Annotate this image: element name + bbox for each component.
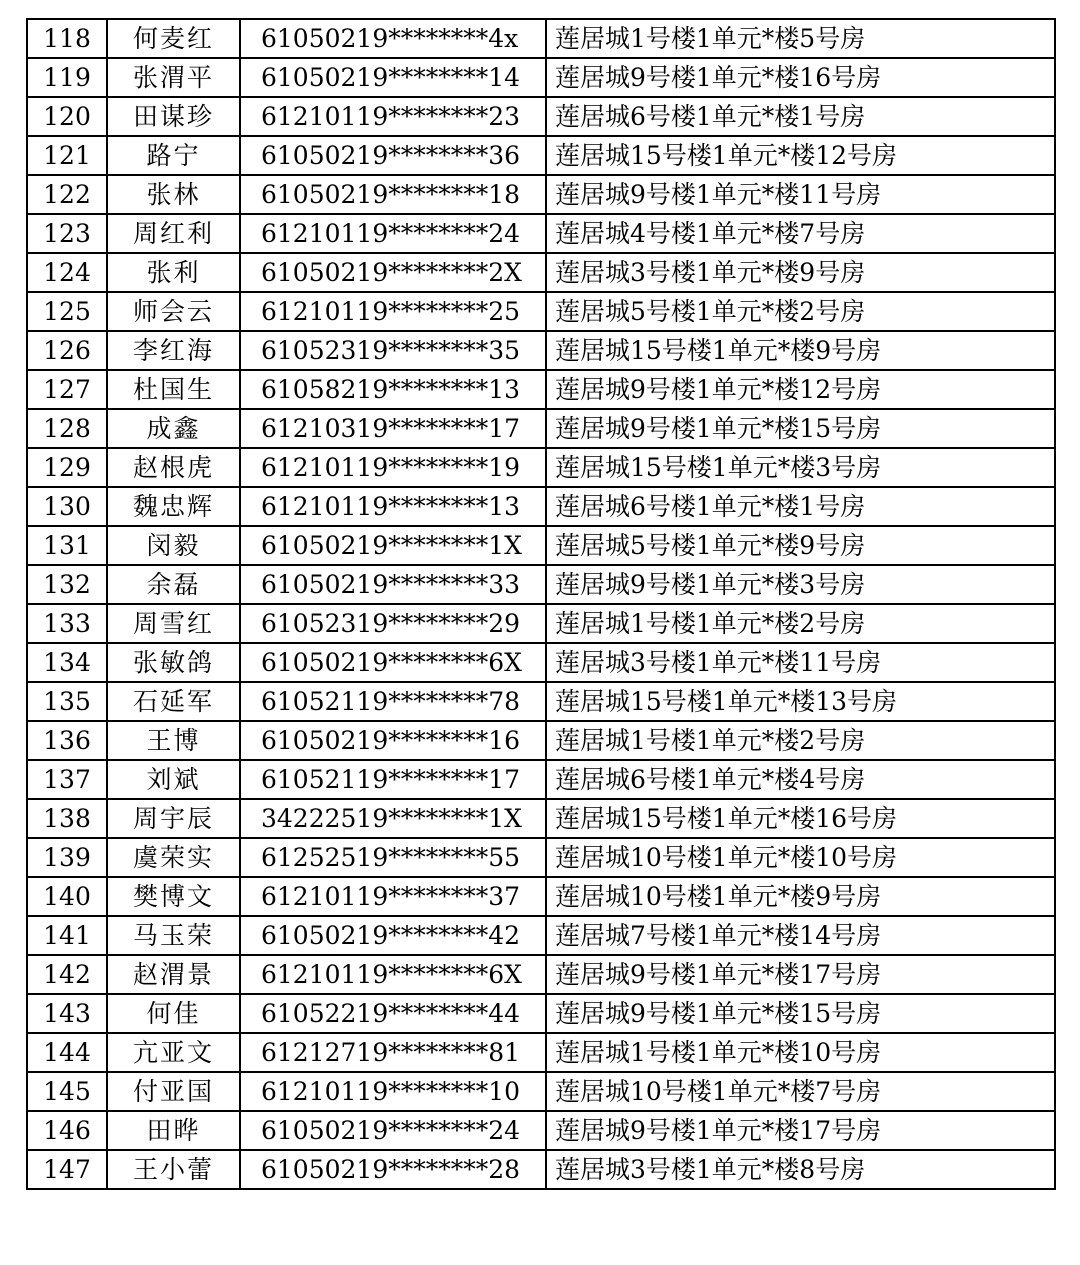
name-cell: 杜国生	[107, 370, 240, 409]
table-row	[27, 1072, 1055, 1111]
id-number-cell: 61050219********36	[240, 136, 546, 175]
id-number-cell: 61210119********10	[240, 1072, 546, 1111]
name-cell: 樊博文	[107, 877, 240, 916]
table-row	[27, 58, 1055, 97]
row-number-cell: 133	[27, 604, 107, 643]
id-number-cell: 34222519********1X	[240, 799, 546, 838]
id-number-cell: 61210119********25	[240, 292, 546, 331]
table-row	[27, 487, 1055, 526]
address-cell: 莲居城15号楼1单元*楼13号房	[546, 682, 1055, 721]
address-cell: 莲居城3号楼1单元*楼11号房	[546, 643, 1055, 682]
name-cell: 张利	[107, 253, 240, 292]
resident-table-body	[27, 19, 1055, 1189]
name-cell: 何佳	[107, 994, 240, 1033]
table-row	[27, 136, 1055, 175]
id-number-cell: 61050219********42	[240, 916, 546, 955]
address-cell: 莲居城9号楼1单元*楼17号房	[546, 955, 1055, 994]
table-row	[27, 1033, 1055, 1072]
name-cell: 田谋珍	[107, 97, 240, 136]
row-number-cell: 125	[27, 292, 107, 331]
address-cell: 莲居城9号楼1单元*楼3号房	[546, 565, 1055, 604]
id-number-cell: 61210119********13	[240, 487, 546, 526]
table-row	[27, 19, 1055, 58]
id-number-cell: 61252519********55	[240, 838, 546, 877]
row-number-cell: 138	[27, 799, 107, 838]
name-cell: 周宇辰	[107, 799, 240, 838]
table-row	[27, 331, 1055, 370]
id-number-cell: 61052119********17	[240, 760, 546, 799]
row-number-cell: 120	[27, 97, 107, 136]
id-number-cell: 61052319********35	[240, 331, 546, 370]
row-number-cell: 130	[27, 487, 107, 526]
name-cell: 王博	[107, 721, 240, 760]
address-cell: 莲居城6号楼1单元*楼1号房	[546, 487, 1055, 526]
table-row	[27, 292, 1055, 331]
address-cell: 莲居城4号楼1单元*楼7号房	[546, 214, 1055, 253]
table-row	[27, 1111, 1055, 1150]
address-cell: 莲居城9号楼1单元*楼12号房	[546, 370, 1055, 409]
id-number-cell: 61050219********24	[240, 1111, 546, 1150]
name-cell: 周雪红	[107, 604, 240, 643]
row-number-cell: 127	[27, 370, 107, 409]
row-number-cell: 142	[27, 955, 107, 994]
row-number-cell: 140	[27, 877, 107, 916]
table-row	[27, 760, 1055, 799]
row-number-cell: 128	[27, 409, 107, 448]
row-number-cell: 118	[27, 19, 107, 58]
row-number-cell: 145	[27, 1072, 107, 1111]
row-number-cell: 134	[27, 643, 107, 682]
id-number-cell: 61050219********28	[240, 1150, 546, 1189]
table-row	[27, 214, 1055, 253]
row-number-cell: 139	[27, 838, 107, 877]
name-cell: 亢亚文	[107, 1033, 240, 1072]
resident-table	[26, 18, 1056, 1190]
address-cell: 莲居城15号楼1单元*楼3号房	[546, 448, 1055, 487]
address-cell: 莲居城15号楼1单元*楼16号房	[546, 799, 1055, 838]
table-row	[27, 721, 1055, 760]
id-number-cell: 61050219********2X	[240, 253, 546, 292]
address-cell: 莲居城7号楼1单元*楼14号房	[546, 916, 1055, 955]
address-cell: 莲居城6号楼1单元*楼1号房	[546, 97, 1055, 136]
address-cell: 莲居城1号楼1单元*楼5号房	[546, 19, 1055, 58]
id-number-cell: 61210119********24	[240, 214, 546, 253]
row-number-cell: 122	[27, 175, 107, 214]
address-cell: 莲居城1号楼1单元*楼2号房	[546, 604, 1055, 643]
id-number-cell: 61212719********81	[240, 1033, 546, 1072]
name-cell: 李红海	[107, 331, 240, 370]
table-row	[27, 409, 1055, 448]
table-row	[27, 643, 1055, 682]
address-cell: 莲居城10号楼1单元*楼9号房	[546, 877, 1055, 916]
table-row	[27, 565, 1055, 604]
id-number-cell: 61210119********37	[240, 877, 546, 916]
address-cell: 莲居城6号楼1单元*楼4号房	[546, 760, 1055, 799]
address-cell: 莲居城1号楼1单元*楼2号房	[546, 721, 1055, 760]
name-cell: 魏忠辉	[107, 487, 240, 526]
name-cell: 付亚国	[107, 1072, 240, 1111]
resident-list-sheet	[26, 18, 1054, 1190]
row-number-cell: 141	[27, 916, 107, 955]
name-cell: 石延军	[107, 682, 240, 721]
table-row	[27, 604, 1055, 643]
address-cell: 莲居城3号楼1单元*楼8号房	[546, 1150, 1055, 1189]
address-cell: 莲居城15号楼1单元*楼12号房	[546, 136, 1055, 175]
name-cell: 闵毅	[107, 526, 240, 565]
address-cell: 莲居城10号楼1单元*楼7号房	[546, 1072, 1055, 1111]
row-number-cell: 143	[27, 994, 107, 1033]
row-number-cell: 146	[27, 1111, 107, 1150]
id-number-cell: 61050219********14	[240, 58, 546, 97]
name-cell: 刘斌	[107, 760, 240, 799]
address-cell: 莲居城5号楼1单元*楼2号房	[546, 292, 1055, 331]
table-row	[27, 838, 1055, 877]
row-number-cell: 135	[27, 682, 107, 721]
name-cell: 王小蕾	[107, 1150, 240, 1189]
name-cell: 何麦红	[107, 19, 240, 58]
address-cell: 莲居城5号楼1单元*楼9号房	[546, 526, 1055, 565]
table-row	[27, 1150, 1055, 1189]
row-number-cell: 131	[27, 526, 107, 565]
row-number-cell: 124	[27, 253, 107, 292]
id-number-cell: 61050219********16	[240, 721, 546, 760]
table-row	[27, 526, 1055, 565]
row-number-cell: 144	[27, 1033, 107, 1072]
address-cell: 莲居城9号楼1单元*楼15号房	[546, 409, 1055, 448]
name-cell: 周红利	[107, 214, 240, 253]
table-row	[27, 370, 1055, 409]
table-row	[27, 175, 1055, 214]
row-number-cell: 121	[27, 136, 107, 175]
id-number-cell: 61050219********6X	[240, 643, 546, 682]
address-cell: 莲居城9号楼1单元*楼17号房	[546, 1111, 1055, 1150]
name-cell: 张敏鸽	[107, 643, 240, 682]
name-cell: 路宁	[107, 136, 240, 175]
name-cell: 赵渭景	[107, 955, 240, 994]
row-number-cell: 132	[27, 565, 107, 604]
address-cell: 莲居城9号楼1单元*楼16号房	[546, 58, 1055, 97]
table-row	[27, 955, 1055, 994]
id-number-cell: 61050219********33	[240, 565, 546, 604]
name-cell: 余磊	[107, 565, 240, 604]
row-number-cell: 123	[27, 214, 107, 253]
table-row	[27, 97, 1055, 136]
id-number-cell: 61210319********17	[240, 409, 546, 448]
id-number-cell: 61210119********6X	[240, 955, 546, 994]
name-cell: 师会云	[107, 292, 240, 331]
address-cell: 莲居城15号楼1单元*楼9号房	[546, 331, 1055, 370]
id-number-cell: 61058219********13	[240, 370, 546, 409]
name-cell: 张渭平	[107, 58, 240, 97]
address-cell: 莲居城9号楼1单元*楼11号房	[546, 175, 1055, 214]
row-number-cell: 129	[27, 448, 107, 487]
table-row	[27, 916, 1055, 955]
table-row	[27, 799, 1055, 838]
name-cell: 成鑫	[107, 409, 240, 448]
address-cell: 莲居城3号楼1单元*楼9号房	[546, 253, 1055, 292]
table-row	[27, 877, 1055, 916]
address-cell: 莲居城1号楼1单元*楼10号房	[546, 1033, 1055, 1072]
name-cell: 马玉荣	[107, 916, 240, 955]
id-number-cell: 61052319********29	[240, 604, 546, 643]
table-row	[27, 448, 1055, 487]
name-cell: 虞荣实	[107, 838, 240, 877]
table-row	[27, 994, 1055, 1033]
row-number-cell: 126	[27, 331, 107, 370]
table-row	[27, 253, 1055, 292]
id-number-cell: 61052119********78	[240, 682, 546, 721]
id-number-cell: 61052219********44	[240, 994, 546, 1033]
name-cell: 张林	[107, 175, 240, 214]
address-cell: 莲居城10号楼1单元*楼10号房	[546, 838, 1055, 877]
name-cell: 田晔	[107, 1111, 240, 1150]
id-number-cell: 61210119********19	[240, 448, 546, 487]
row-number-cell: 147	[27, 1150, 107, 1189]
row-number-cell: 137	[27, 760, 107, 799]
row-number-cell: 119	[27, 58, 107, 97]
table-row	[27, 682, 1055, 721]
id-number-cell: 61050219********1X	[240, 526, 546, 565]
row-number-cell: 136	[27, 721, 107, 760]
id-number-cell: 61210119********23	[240, 97, 546, 136]
id-number-cell: 61050219********4x	[240, 19, 546, 58]
id-number-cell: 61050219********18	[240, 175, 546, 214]
name-cell: 赵根虎	[107, 448, 240, 487]
address-cell: 莲居城9号楼1单元*楼15号房	[546, 994, 1055, 1033]
